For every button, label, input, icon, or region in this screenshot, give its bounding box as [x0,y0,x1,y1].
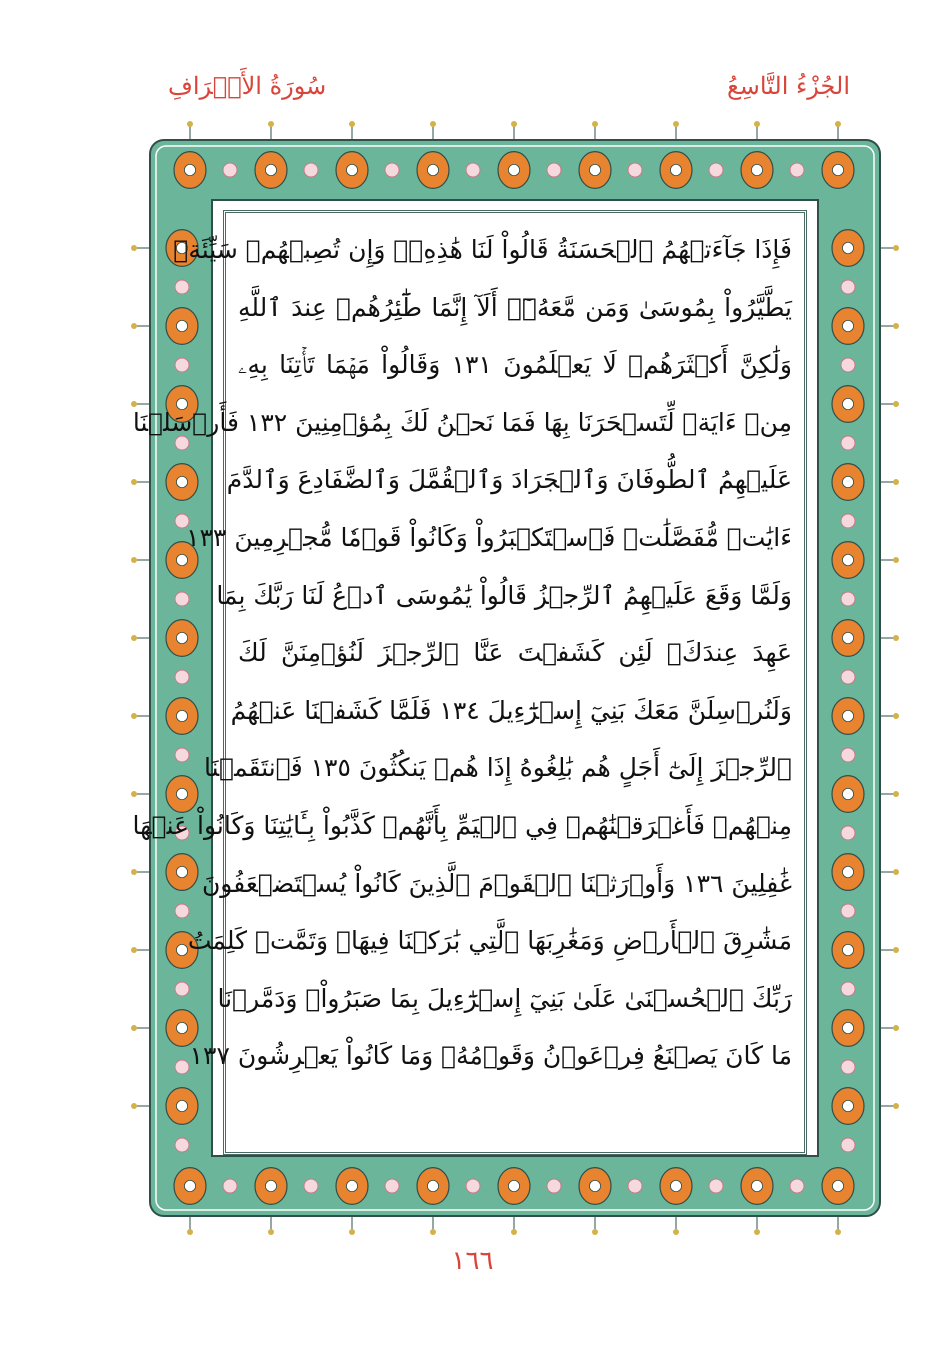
spike-tip [592,121,598,127]
border-flower [175,280,189,294]
medallion-center [265,1180,276,1191]
medallion-center [670,164,681,175]
medallion-center [346,1180,357,1191]
verse-line: مَشَٰرِقَ ٱلۡأَرۡضِ وَمَغَٰرِبَهَا ٱلَّتِي بَٰرَكۡنَا فِيهَاۖ وَتَمَّتۡ كَلِمَتُ [187,926,792,956]
border-flower [385,163,399,177]
medallion-center [508,164,519,175]
border-flower [841,514,855,528]
border-flower [841,280,855,294]
spike-tip [131,635,137,641]
spike-tip [592,1229,598,1235]
border-flower [841,358,855,372]
border-flower [841,436,855,450]
spike-tip [131,947,137,953]
spike-tip [893,713,899,719]
verse-line: عَلَيۡهِمُ ٱلطُّوفَانَ وَٱلۡجَرَادَ وَٱلۡقُمَّلَ وَٱلضَّفَادِعَ وَٱلدَّمَ [226,465,792,495]
spike-tip [835,1229,841,1235]
medallion-center [842,944,853,955]
verse-line: عَهِدَ عِندَكَۖ لَئِن كَشَفۡتَ عَنَّا ٱلرِّجۡزَ لَنُؤۡمِنَنَّ لَكَ [238,638,792,668]
verse-line: ءَايَٰتٖ مُّفَصَّلَٰتٖ فَٱسۡتَكۡبَرُواْ وَكَانُواْ قَوۡمٗا مُّجۡرِمِينَ ١٣٣ [186,522,792,552]
spike-tip [754,121,760,127]
border-flower [841,1060,855,1074]
page-header [150,72,850,112]
spike-tip [511,121,517,127]
medallion-center [842,242,853,253]
spike-tip [835,121,841,127]
spike-tip [893,245,899,251]
spike-tip [893,869,899,875]
spike-tip [131,323,137,329]
medallion-center [589,1180,600,1191]
border-flower [175,748,189,762]
border-flower [790,1179,804,1193]
spike-tip [893,323,899,329]
border-flower [709,1179,723,1193]
spike-tip [893,1103,899,1109]
medallion-center [842,710,853,721]
medallion-center [184,164,195,175]
spike-tip [673,1229,679,1235]
verse-line: مِنۡهُمۡ فَأَغۡرَقۡنَٰهُمۡ فِي ٱلۡيَمِّ بِأَنَّهُمۡ كَذَّبُواْ بِـَٔايَٰتِنَا وَكَانُواْ عَنۡهَا [132,810,792,840]
border-flower [841,1138,855,1152]
medallion-center [832,1180,843,1191]
spike-tip [349,121,355,127]
spike-tip [893,1025,899,1031]
medallion-center [176,476,187,487]
medallion-center [176,1100,187,1111]
verse-lines [132,221,792,1085]
medallion-center [842,476,853,487]
spike-tip [511,1229,517,1235]
medallion-center [842,554,853,565]
spike-tip [893,947,899,953]
surah-title: سُورَةُ الأَعۡرَافِ [168,72,327,100]
medallion-center [265,164,276,175]
medallion-center [832,164,843,175]
spike-tip [430,121,436,127]
medallion-center [427,1180,438,1191]
medallion-center [176,1022,187,1033]
spike-tip [131,479,137,485]
border-flower [841,904,855,918]
spike-tip [673,121,679,127]
border-flower [709,163,723,177]
border-flower [841,748,855,762]
border-flower [304,163,318,177]
border-flower [223,1179,237,1193]
border-flower [628,163,642,177]
spike-tip [187,1229,193,1235]
spike-tip [131,245,137,251]
medallion-center [184,1180,195,1191]
verse-panel [132,210,807,1155]
medallion-center [176,944,187,955]
verse-line: مِنۡ ءَايَةٖ لِّتَسۡحَرَنَا بِهَا فَمَا نَحۡنُ لَكَ بِمُؤۡمِنِينَ ١٣٢ فَأَرۡسَلۡنَا [132,407,792,437]
border-flower [466,1179,480,1193]
border-flower [304,1179,318,1193]
spike-tip [131,1103,137,1109]
border-flower [175,358,189,372]
spike-tip [268,121,274,127]
medallion-center [842,1022,853,1033]
border-flower [628,1179,642,1193]
spike-tip [131,713,137,719]
border-flower [175,592,189,606]
juz-title: الجُزْءُ التَّاسِعُ [726,72,850,100]
border-flower [175,1060,189,1074]
border-flower [175,982,189,996]
border-flower [385,1179,399,1193]
spike-tip [131,557,137,563]
verse-line: فَإِذَا جَآءَتۡهُمُ ٱلۡحَسَنَةُ قَالُواْ لَنَا هَٰذِهِۦۖ وَإِن تُصِبۡهُمۡ سَيِّئَةٞ [173,235,792,264]
spike-tip [131,869,137,875]
border-flower [841,592,855,606]
spike-tip [187,121,193,127]
medallion-center [176,320,187,331]
verse-line: وَلَنُرۡسِلَنَّ مَعَكَ بَنِيٓ إِسۡرَٰٓءِيلَ ١٣٤ فَلَمَّا كَشَفۡنَا عَنۡهُمُ [230,695,792,725]
verse-line: مَا كَانَ يَصۡنَعُ فِرۡعَوۡنُ وَقَوۡمُهُۥ وَمَا كَانُواْ يَعۡرِشُونَ ١٣٧ [189,1041,792,1071]
medallion-center [842,320,853,331]
border-flower [841,826,855,840]
verse-line: يَطَّيَّرُواْ بِمُوسَىٰ وَمَن مَّعَهُۥٓۗ أَلَآ إِنَّمَا طَٰٓئِرُهُمۡ عِندَ ٱللَّهِ [238,292,792,322]
verse-line: ٱلرِّجۡزَ إِلَىٰٓ أَجَلٍ هُم بَٰلِغُوهُ إِذَا هُمۡ يَنكُثُونَ ١٣٥ فَٱنتَقَمۡنَا [203,753,792,783]
verse-line: وَلَمَّا وَقَعَ عَلَيۡهِمُ ٱلرِّجۡزُ قَالُواْ يَٰمُوسَى ٱدۡعُ لَنَا رَبَّكَ بِمَا [216,580,792,610]
medallion-center [176,866,187,877]
border-flower [547,163,561,177]
medallion-center [670,1180,681,1191]
verse-line: وَلَٰكِنَّ أَكۡثَرَهُمۡ لَا يَعۡلَمُونَ ١٣١ وَقَالُواْ مَهۡمَا تَأۡتِنَا بِهِۦ [238,350,792,380]
spike-tip [893,557,899,563]
border-flower [175,904,189,918]
medallion-center [176,632,187,643]
spike-tip [131,1025,137,1031]
verse-line: غَٰفِلِينَ ١٣٦ وَأَوۡرَثۡنَا ٱلۡقَوۡمَ ٱلَّذِينَ كَانُواْ يُسۡتَضۡعَفُونَ [201,868,792,898]
ornamental-border [130,118,900,1238]
border-flower [223,163,237,177]
medallion-center [508,1180,519,1191]
border-flower [841,670,855,684]
spike-tip [893,635,899,641]
medallion-center [842,632,853,643]
spike-tip [893,401,899,407]
medallion-center [751,1180,762,1191]
verse-line: رَبِّكَ ٱلۡحُسۡنَىٰ عَلَىٰ بَنِيٓ إِسۡرَٰٓءِيلَ بِمَا صَبَرُواْۖ وَدَمَّرۡنَا [217,983,792,1013]
spike-tip [349,1229,355,1235]
border-flower [841,982,855,996]
medallion-center [842,866,853,877]
spike-tip [893,479,899,485]
border-flower [547,1179,561,1193]
medallion-center [176,710,187,721]
medallion-center [589,164,600,175]
medallion-center [751,164,762,175]
border-flower [466,163,480,177]
medallion-center [346,164,357,175]
border-flower [790,163,804,177]
medallion-center [842,398,853,409]
medallion-center [842,788,853,799]
spike-tip [268,1229,274,1235]
medallion-center [427,164,438,175]
spike-tip [430,1229,436,1235]
border-flower [175,1138,189,1152]
spike-tip [754,1229,760,1235]
border-flower [175,670,189,684]
page-number: ١٦٦ [451,1246,494,1276]
medallion-center [842,1100,853,1111]
spike-tip [893,791,899,797]
